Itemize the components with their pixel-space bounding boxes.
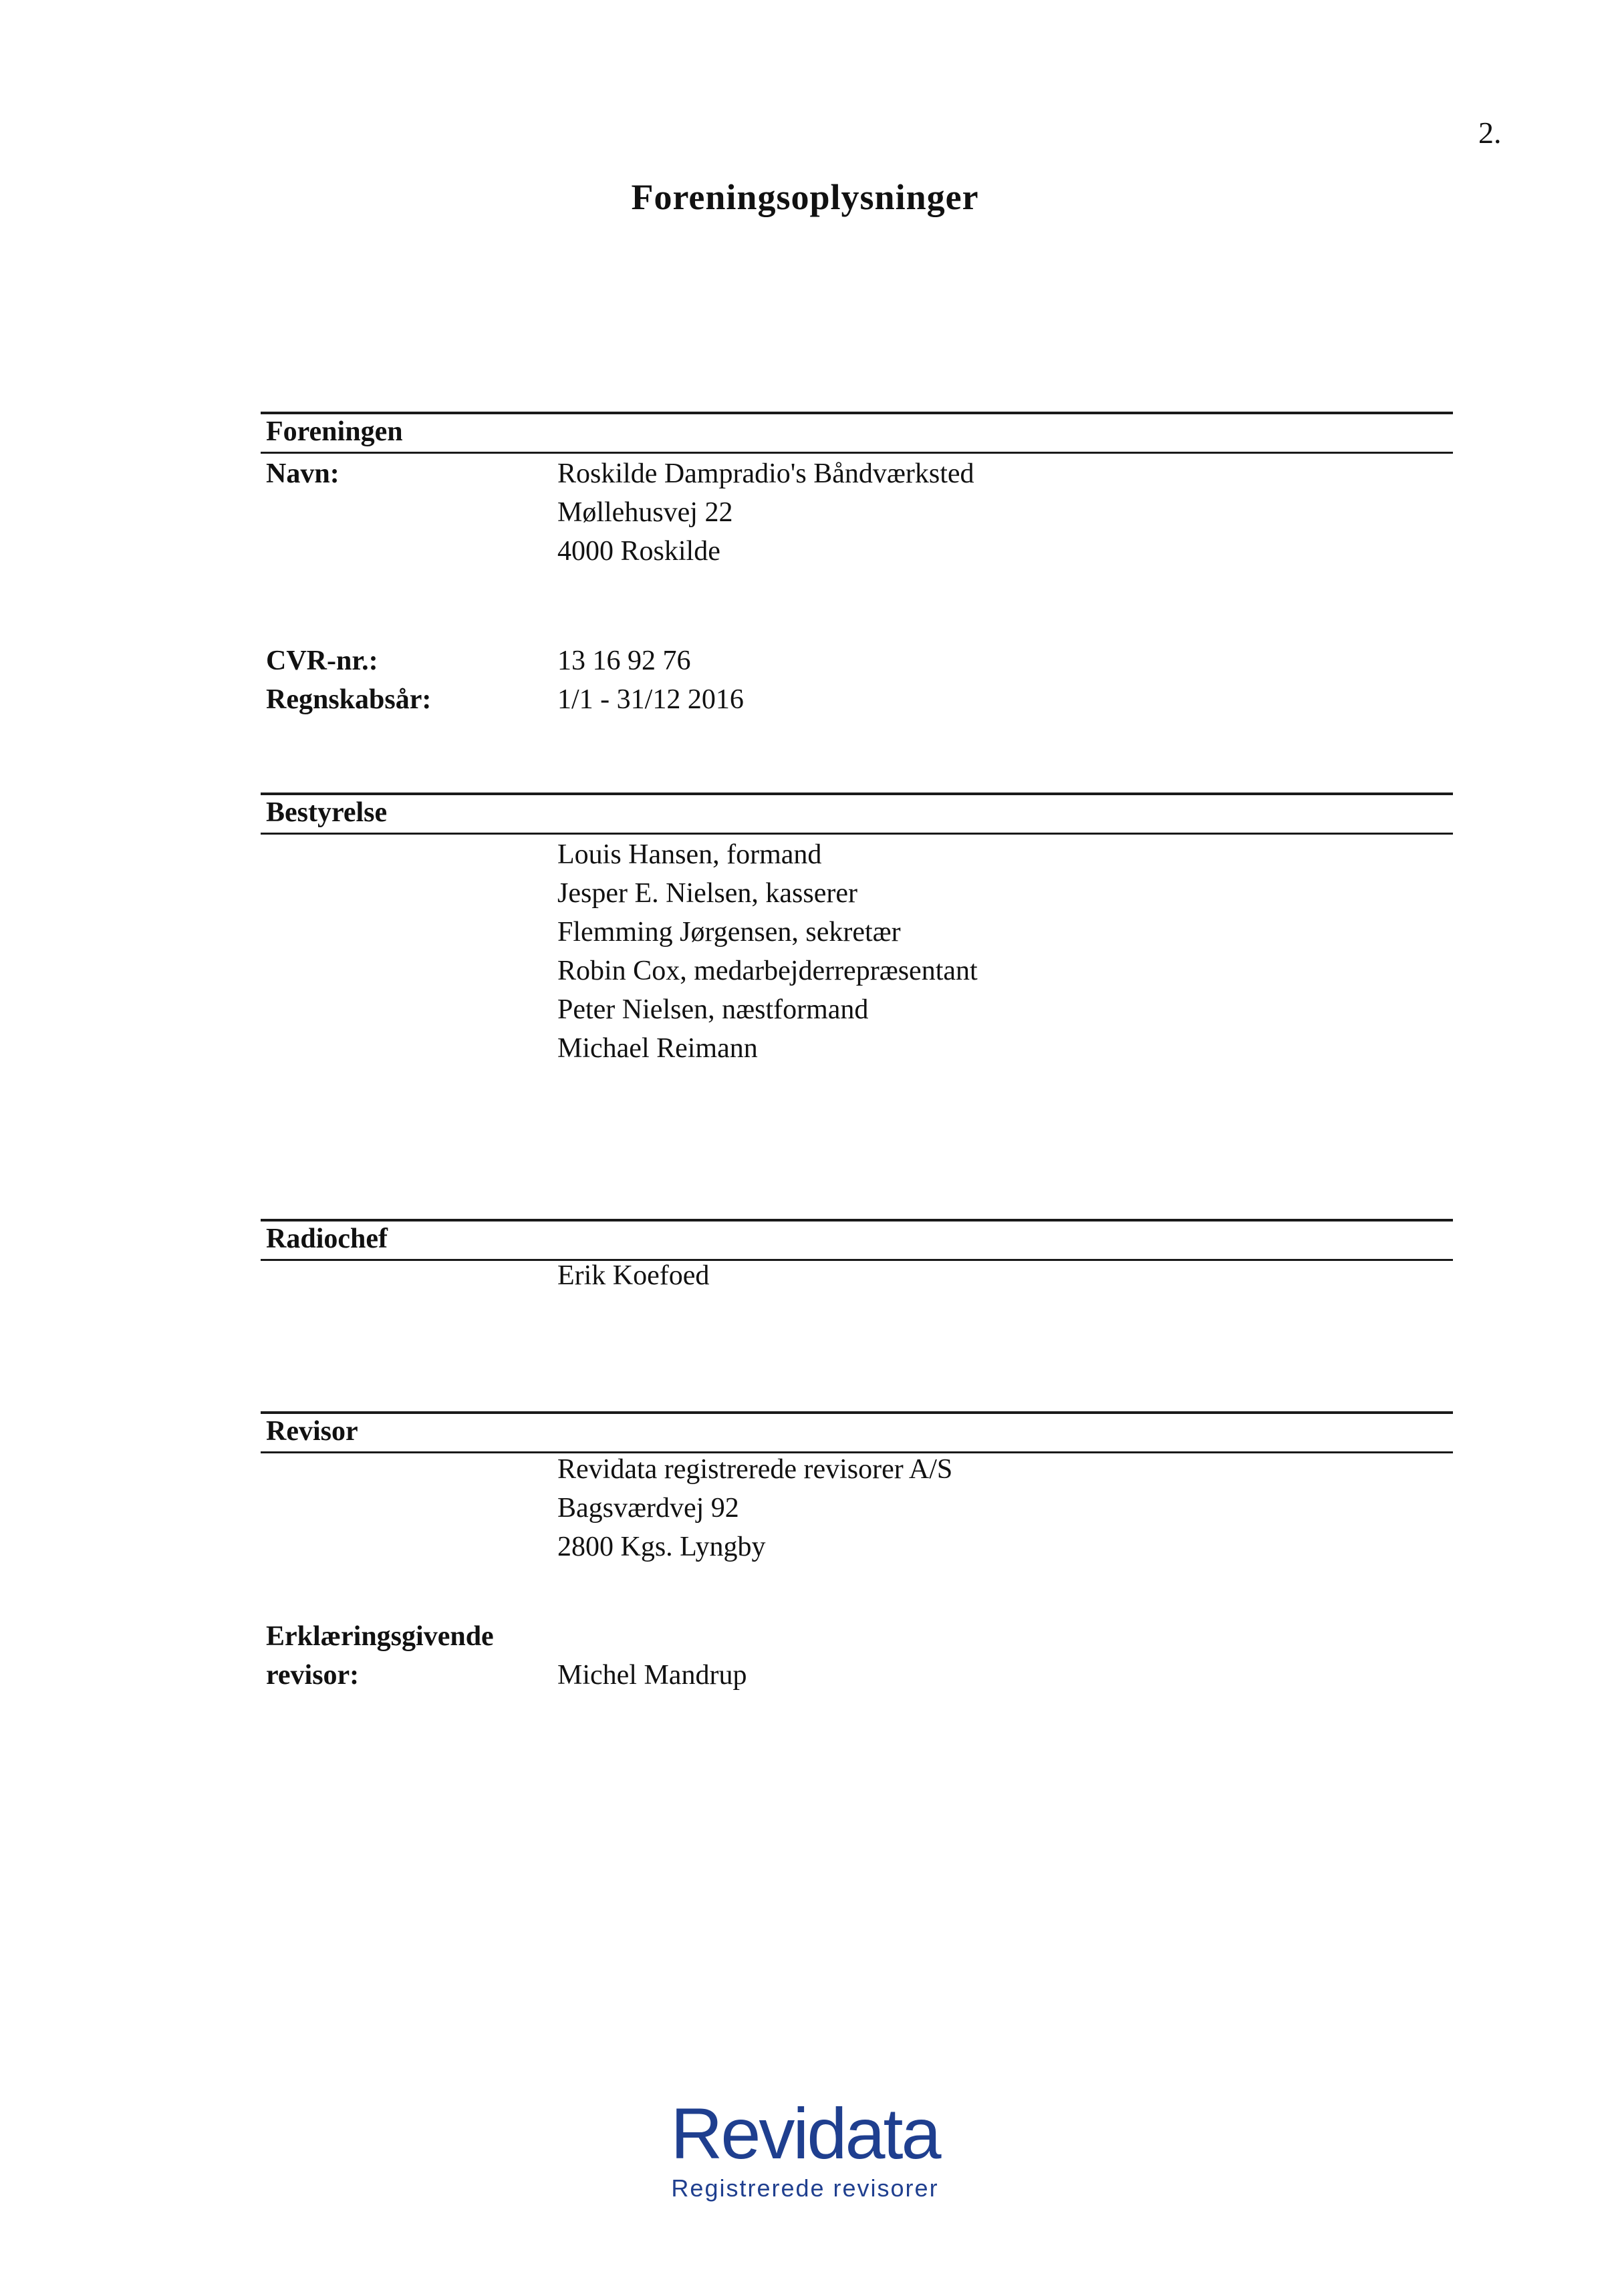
section-top-rule bbox=[261, 1219, 1453, 1222]
list-item: Robin Cox, medarbejderrepræsentant bbox=[557, 956, 978, 986]
section-heading-revisor: Revisor bbox=[266, 1416, 358, 1447]
section-bottom-rule bbox=[261, 833, 1453, 835]
section-top-rule bbox=[261, 1411, 1453, 1414]
section-bottom-rule bbox=[261, 452, 1453, 454]
page-title: Foreningsoplysninger bbox=[631, 177, 979, 217]
revisor-line: Revidata registrerede revisorer A/S bbox=[557, 1454, 953, 1485]
revisor-line: 2800 Kgs. Lyngby bbox=[557, 1532, 766, 1562]
section-bottom-rule bbox=[261, 1259, 1453, 1261]
label-line: revisor: bbox=[266, 1660, 360, 1691]
list-item: Michael Reimann bbox=[557, 1033, 758, 1064]
navn-line: Roskilde Dampradio's Båndværksted bbox=[557, 458, 974, 489]
navn-line: Møllehusvej 22 bbox=[557, 497, 733, 528]
section-top-rule bbox=[261, 412, 1453, 414]
navn-value bbox=[557, 454, 974, 571]
regnskabsaar-label: Regnskabsår: bbox=[266, 684, 432, 715]
section-heading-bestyrelse: Bestyrelse bbox=[266, 797, 388, 828]
revisor-line: Bagsværdvej 92 bbox=[557, 1493, 739, 1524]
navn-line: 4000 Roskilde bbox=[557, 536, 720, 567]
label-line: Erklæringsgivende bbox=[266, 1621, 494, 1652]
section-heading-radiochef: Radiochef bbox=[266, 1224, 388, 1254]
regnskabsaar-value: 1/1 - 31/12 2016 bbox=[557, 684, 744, 715]
revisor-address bbox=[557, 1450, 952, 1566]
list-item: Flemming Jørgensen, sekretær bbox=[557, 917, 901, 948]
radiochef-name: Erik Koefoed bbox=[557, 1260, 710, 1291]
cvr-value: 13 16 92 76 bbox=[557, 645, 691, 676]
list-item: Peter Nielsen, næstformand bbox=[557, 994, 869, 1025]
cvr-label: CVR-nr.: bbox=[266, 645, 378, 676]
revidata-logo: Revidata bbox=[670, 2093, 940, 2174]
list-item: Louis Hansen, formand bbox=[557, 839, 822, 870]
section-top-rule bbox=[261, 793, 1453, 795]
erklaeringsgivende-name: Michel Mandrup bbox=[557, 1660, 747, 1691]
erklaeringsgivende-label bbox=[266, 1617, 494, 1695]
list-item: Jesper E. Nielsen, kasserer bbox=[557, 878, 857, 909]
section-heading-foreningen: Foreningen bbox=[266, 416, 403, 447]
revidata-logo-subtitle: Registrerede revisorer bbox=[671, 2174, 939, 2202]
page-number: 2. bbox=[1478, 116, 1502, 150]
bestyrelse-members bbox=[557, 835, 978, 1068]
navn-label: Navn: bbox=[266, 458, 340, 489]
